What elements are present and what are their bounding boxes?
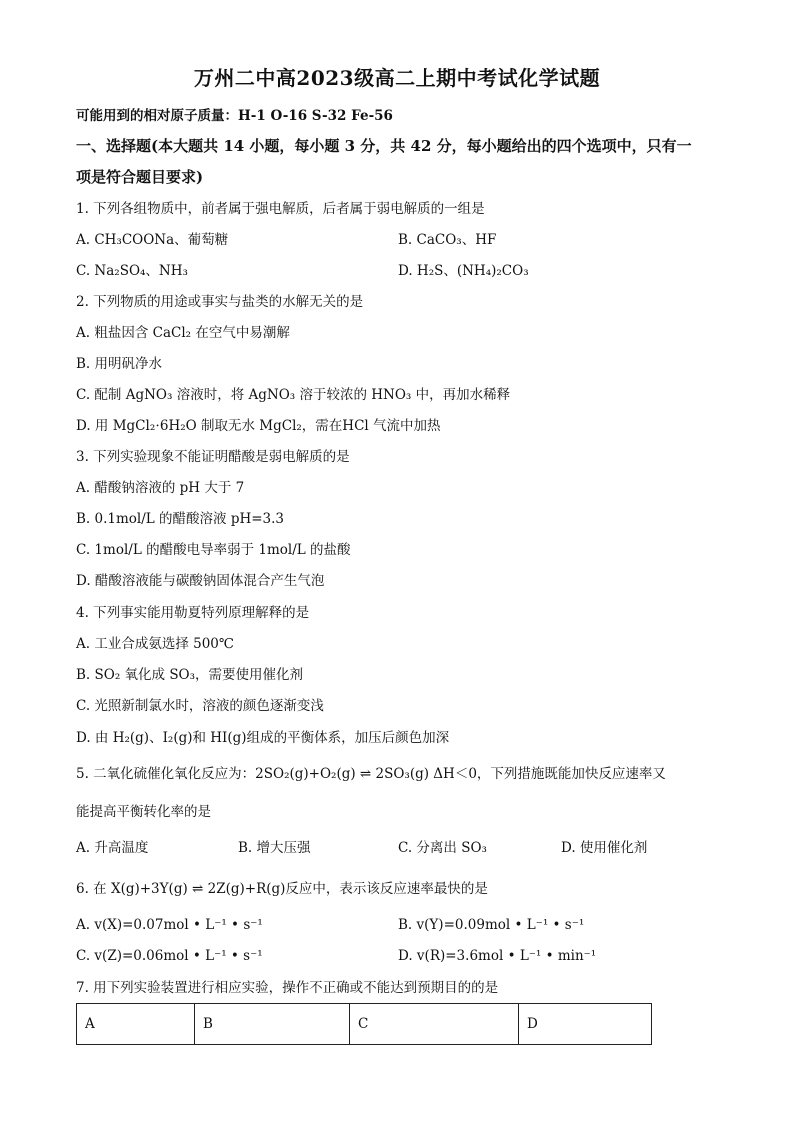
section-heading-line1: 一、选择题(本大题共 14 小题，每小题 3 分，共 42 分，每小题给出的四个选项中，只有一 [76, 137, 692, 155]
q4-option-d: D. 由 H₂(g)、I₂(g)和 HI(g)组成的平衡体系，加压后颜色加深 [76, 730, 450, 746]
q7-stem: 7. 用下列实验装置进行相应实验，操作不正确或不能达到预期目的的是 [76, 980, 499, 996]
q1-option-c: C. Na₂SO₄、NH₃ [76, 263, 188, 279]
q2-option-a: A. 粗盐因含 CaCl₂ 在空气中易潮解 [76, 325, 290, 341]
q3-option-a: A. 醋酸钠溶液的 pH 大于 7 [76, 480, 245, 496]
q1-stem: 1. 下列各组物质中，前者属于强电解质，后者属于弱电解质的一组是 [76, 201, 485, 217]
q5-stem-line1: 5. 二氧化硫催化氧化反应为：2SO₂(g)+O₂(g) ⇌ 2SO₃(g) ΔH＜0，下列措施既能加快反应速率又 [76, 766, 666, 782]
q3-option-b: B. 0.1mol/L 的醋酸溶液 pH=3.3 [76, 511, 285, 527]
q5-option-b: B. 增大压强 [238, 840, 311, 856]
q3-stem: 3. 下列实验现象不能证明醋酸是弱电解质的是 [76, 449, 350, 465]
q6-option-d: D. v(R)=3.6mol • L⁻¹ • min⁻¹ [398, 948, 597, 964]
q2-option-b: B. 用明矾净水 [76, 356, 163, 372]
q5-stem-line2: 能提高平衡转化率的是 [76, 804, 211, 820]
q7-cell-b: B [195, 1004, 350, 1044]
q1-option-d: D. H₂S、(NH₄)₂CO₃ [398, 263, 529, 279]
q2-stem: 2. 下列物质的用途或事实与盐类的水解无关的是 [76, 294, 364, 310]
atomic-mass-line: 可能用到的相对原子质量：H-1 O-16 S-32 Fe-56 [76, 108, 393, 124]
q7-options-table [76, 1003, 652, 1045]
q2-option-c: C. 配制 AgNO₃ 溶液时，将 AgNO₃ 溶于较浓的 HNO₃ 中，再加水稀释 [76, 387, 511, 403]
q2-option-d: D. 用 MgCl₂⋅6H₂O 制取无水 MgCl₂，需在HCl 气流中加热 [76, 418, 441, 434]
q6-option-b: B. v(Y)=0.09mol • L⁻¹ • s⁻¹ [398, 917, 585, 933]
q4-stem: 4. 下列事实能用勒夏特列原理解释的是 [76, 605, 310, 621]
q5-option-a: A. 升高温度 [76, 840, 149, 856]
q6-option-a: A. v(X)=0.07mol • L⁻¹ • s⁻¹ [76, 917, 263, 933]
q1-option-a: A. CH₃COONa、葡萄糖 [76, 232, 229, 248]
q6-stem: 6. 在 X(g)+3Y(g) ⇌ 2Z(g)+R(g)反应中，表示该反应速率最快的是 [76, 881, 488, 897]
q6-option-c: C. v(Z)=0.06mol • L⁻¹ • s⁻¹ [76, 948, 263, 964]
q3-option-c: C. 1mol/L 的醋酸电导率弱于 1mol/L 的盐酸 [76, 542, 351, 558]
q7-cell-a: A [77, 1004, 195, 1044]
q5-option-c: C. 分离出 SO₃ [398, 840, 487, 856]
q4-option-c: C. 光照新制氯水时，溶液的颜色逐渐变浅 [76, 698, 324, 714]
q3-option-d: D. 醋酸溶液能与碳酸钠固体混合产生气泡 [76, 573, 325, 589]
q4-option-b: B. SO₂ 氧化成 SO₃，需要使用催化剂 [76, 667, 304, 683]
q7-cell-c: C [350, 1004, 519, 1044]
section-heading-line2: 项是符合题目要求) [76, 168, 204, 186]
exam-title: 万州二中高2023级高二上期中考试化学试题 [193, 66, 601, 90]
q1-option-b: B. CaCO₃、HF [398, 232, 497, 248]
q7-cell-d: D [527, 1016, 538, 1032]
q5-option-d: D. 使用催化剂 [561, 840, 648, 856]
q4-option-a: A. 工业合成氨选择 500℃ [76, 636, 234, 652]
